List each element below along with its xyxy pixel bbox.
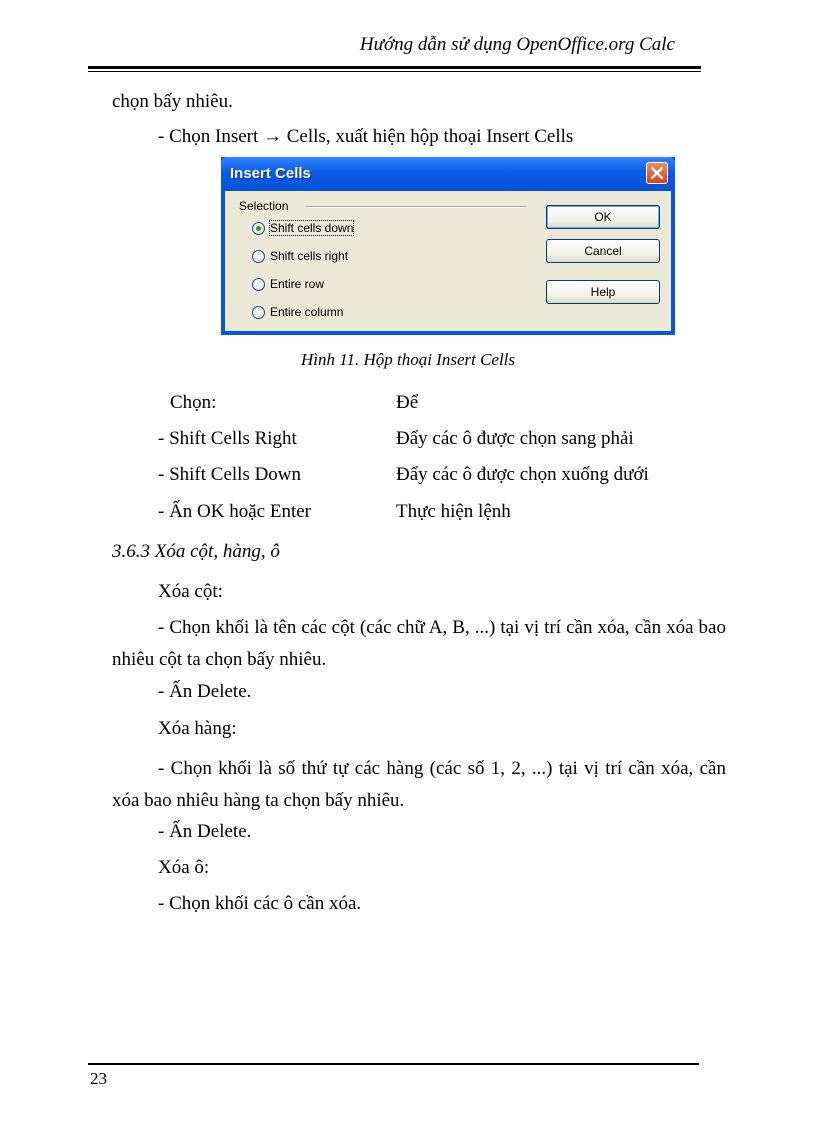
- help-button[interactable]: Help: [546, 280, 660, 304]
- dialog-titlebar: [221, 157, 675, 191]
- delete-cell-step1: - Chọn khối các ô cần xóa.: [158, 893, 362, 914]
- radio-shift-cells-down[interactable]: [252, 220, 353, 236]
- radio-entire-row[interactable]: [252, 276, 324, 292]
- radio-label: Shift cells down: [270, 221, 354, 235]
- delete-cell-title: Xóa ô:: [158, 857, 210, 878]
- cancel-button[interactable]: Cancel: [546, 239, 660, 263]
- selection-group-label: Selection: [239, 199, 289, 213]
- header-rule-thick: [88, 66, 701, 69]
- table-header-choose: Chọn:: [170, 392, 217, 413]
- dialog-body: [225, 191, 671, 331]
- insert-instruction: - Chọn Insert → Cells, xuất hiện hộp thoại Insert Cells: [158, 126, 574, 147]
- dialog-title: Insert Cells: [230, 165, 311, 182]
- table-header-purpose: Để: [396, 392, 419, 413]
- table-cell: - Ấn OK hoặc Enter: [158, 501, 312, 522]
- radio-label: Shift cells right: [270, 249, 349, 263]
- radio-label: Entire column: [270, 305, 344, 319]
- page-number: 23: [90, 1069, 107, 1088]
- selection-group-rule: [305, 206, 527, 208]
- delete-row-step1: - Chọn khối là số thứ tự các hàng (các số 1, 2, ...) tại vị trí cần xóa, cần xóa bao nhiêu hàng ta chọn bấy nhiêu.: [112, 758, 726, 811]
- table-cell: Đẩy các ô được chọn xuống dưới: [396, 464, 649, 485]
- radio-shift-cells-right[interactable]: [252, 248, 348, 264]
- delete-column-title: Xóa cột:: [158, 581, 223, 602]
- radio-label: Entire row: [270, 277, 325, 291]
- ok-button[interactable]: OK: [546, 205, 660, 229]
- table-cell: - Shift Cells Down: [158, 464, 302, 485]
- continuation-line: chọn bấy nhiêu.: [112, 91, 233, 112]
- section-heading: 3.6.3 Xóa cột, hàng, ô: [112, 541, 280, 562]
- table-cell: Đẩy các ô được chọn sang phải: [396, 428, 634, 449]
- close-icon[interactable]: [646, 162, 668, 184]
- radio-unchecked-icon[interactable]: [252, 250, 265, 263]
- running-header-title: Hướng dẫn sử dụng OpenOffice.org Calc: [359, 34, 675, 55]
- table-cell: - Shift Cells Right: [158, 428, 297, 449]
- figure-caption: Hình 11. Hộp thoại Insert Cells: [300, 350, 516, 369]
- delete-column-step2: - Ấn Delete.: [158, 681, 252, 702]
- close-x-glyph: [651, 167, 663, 179]
- radio-checked-icon[interactable]: [252, 222, 265, 235]
- table-cell: Thực hiện lệnh: [396, 501, 511, 522]
- footer-rule: [88, 1063, 699, 1065]
- radio-unchecked-icon[interactable]: [252, 306, 265, 319]
- delete-row-step2: - Ấn Delete.: [158, 821, 252, 842]
- radio-entire-column[interactable]: [252, 304, 343, 320]
- header-rule-thin: [88, 71, 701, 72]
- radio-unchecked-icon[interactable]: [252, 278, 265, 291]
- delete-row-title: Xóa hàng:: [158, 718, 237, 739]
- delete-column-step1: - Chọn khối là tên các cột (các chữ A, B, ...) tại vị trí cần xóa, cần xóa bao nhiêu cột ta chọn bấy nhiêu.: [112, 617, 726, 670]
- insert-cells-dialog: [221, 157, 675, 335]
